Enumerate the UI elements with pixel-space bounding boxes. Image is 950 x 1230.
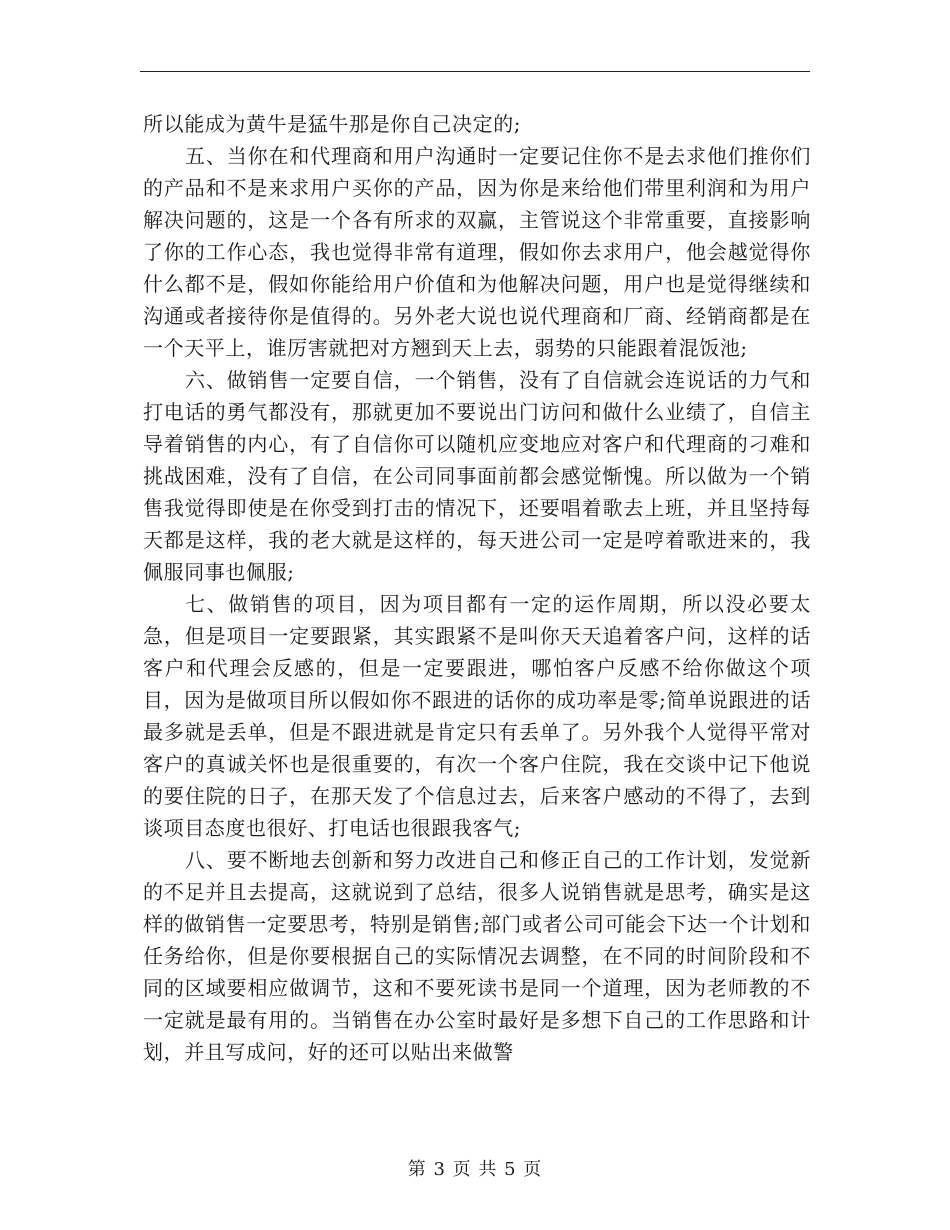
paragraph-4: 八、要不断地去创新和努力改进自己和修正自己的工作计划，发觉新的不足并且去提高，这就说到了总结，很多人说销售就是思考，确实是这样的做销售一定要思考，特别是销售;部门或者公司可能会下达一个计划和任务给你，但是你要根据自己的实际情况去调整，在不同的时间阶段和不同的区域要相应做调节，这和不要死读书是同一个道理，因为老师教的不一定就是最有用的。当销售在办公室时最好是多想下自己的工作思路和计划，并且写成问，好的还可以贴出来做警 — [143, 848, 811, 1064]
paragraph-2: 六、做销售一定要自信，一个销售，没有了自信就会连说话的力气和打电话的勇气都没有，那就更加不要说出门访问和做什么业绩了，自信主导着销售的内心，有了自信你可以随机应变地应对客户和代理商的刁难和挑战困难，没有了自信，在公司同事面前都会感觉惭愧。所以做为一个销售我觉得即使是在你受到打击的情况下，还要唱着歌去上班，并且坚持每天都是这样，我的老大就是这样的，每天进公司一定是哼着歌进来的，我佩服同事也佩服; — [143, 368, 811, 584]
header-rule — [140, 71, 810, 72]
paragraph-1: 五、当你在和代理商和用户沟通时一定要记住你不是去求他们推你们的产品和不是来求用户买你的产品，因为你是来给他们带里利润和为用户解决问题的，这是一个各有所求的双赢，主管说这个非常重要，直接影响了你的工作心态，我也觉得非常有道理，假如你去求用户，他会越觉得你什么都不是，假如你能给用户价值和为他解决问题，用户也是觉得继续和沟通或者接待你是值得的。另外老大说也说代理商和厂商、经销商都是在一个天平上，谁厉害就把对方翘到天上去，弱势的只能跟着混饭池; — [143, 144, 811, 360]
paragraph-0: 所以能成为黄牛是猛牛那是你自己决定的; — [143, 112, 522, 136]
document-body — [143, 108, 811, 1068]
paragraph-3: 七、做销售的项目，因为项目都有一定的运作周期，所以没必要太急，但是项目一定要跟紧，其实跟紧不是叫你天天追着客户问，这样的话客户和代理会反感的，但是一定要跟进，哪怕客户反感不给你做这个项目，因为是做项目所以假如你不跟进的话你的成功率是零;简单说跟进的话最多就是丢单，但是不跟进就是肯定只有丢单了。另外我个人觉得平常对客户的真诚关怀也是很重要的，有次一个客户住院，我在交谈中记下他说的要住院的日子，在那天发了个信息过去，后来客户感动的不得了，去到谈项目态度也很好、打电话也很跟我客气; — [143, 592, 811, 840]
page-number-footer: 第 3 页 共 5 页 — [407, 1159, 543, 1180]
